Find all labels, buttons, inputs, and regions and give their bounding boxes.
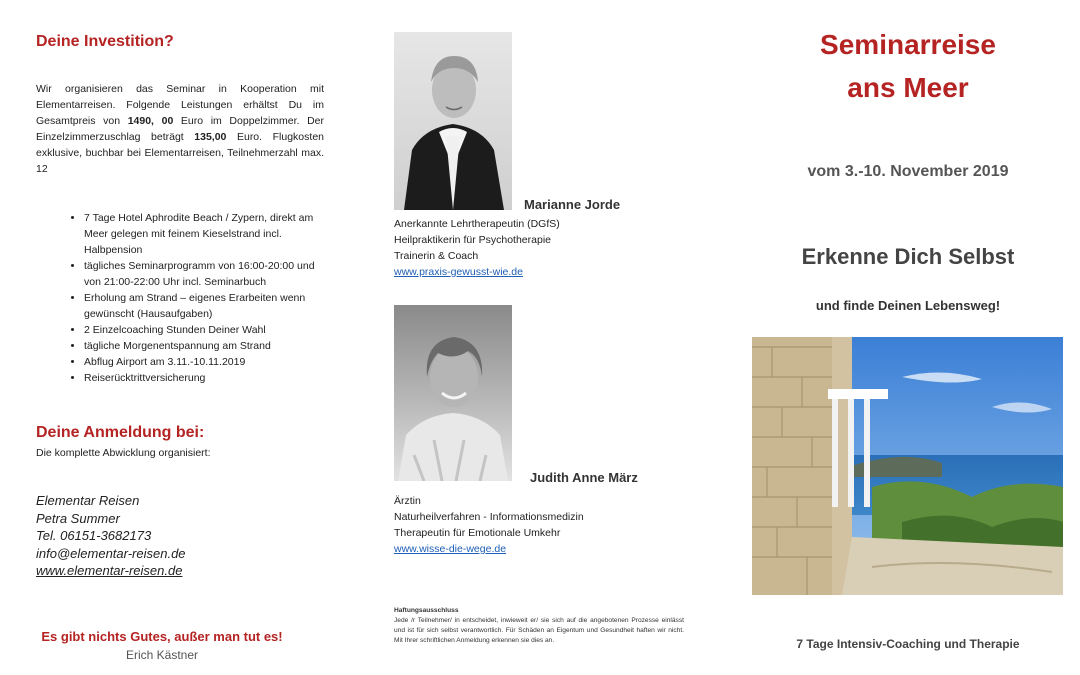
contact-company: Elementar Reisen bbox=[36, 493, 140, 508]
event-date: vom 3.-10. November 2019 bbox=[807, 163, 1009, 180]
person1-qualification: Anerkannte Lehrtherapeutin (DGfS) bbox=[394, 218, 560, 230]
left-panel bbox=[36, 0, 324, 675]
quote-author: Erich Kästner bbox=[125, 648, 199, 662]
person2-qualification: Ärztin bbox=[394, 495, 421, 507]
person2-name: Judith Anne März bbox=[530, 470, 638, 485]
list-item: • tägliche Morgenentspannung am Strand bbox=[84, 338, 334, 354]
cover-title: Seminarreise bbox=[820, 29, 996, 60]
service-list bbox=[36, 210, 334, 386]
contact-website-link[interactable]: www.elementar-reisen.de bbox=[36, 563, 183, 578]
portrait-photo bbox=[394, 32, 512, 210]
investment-text: Wir organisieren das Seminar in Kooperation mit Elementarreisen. Folgende Leistungen erhältst Du im Gesamtpreis von 1490, 00 Euro im Doppelzimmer. Der Einzelzimmerzuschlag beträgt 135,00 Euro. Flugkosten exklusive, buchbar bei Elementarreisen, Teilnehmerzahl max. 12 bbox=[36, 83, 324, 175]
cover-footer: 7 Tage Intensiv-Coaching und Therapie bbox=[796, 637, 1020, 651]
contact-phone: Tel. 06151-3682173 bbox=[36, 528, 152, 543]
list-item: • 7 Tage Hotel Aphrodite Beach / Zypern, direkt am Meer gelegen mit feinem Kieselstrand incl. Halbpension bbox=[84, 210, 334, 258]
sea-view-photo bbox=[752, 337, 1063, 595]
person1-name: Marianne Jorde bbox=[524, 197, 621, 212]
person2-website-link[interactable]: www.wisse-die-wege.de bbox=[394, 543, 507, 555]
person2-qualification: Naturheilverfahren - Informationsmedizin bbox=[394, 511, 584, 523]
disclaimer bbox=[394, 606, 684, 646]
person2-qualification: Therapeutin für Emotionale Umkehr bbox=[394, 527, 561, 539]
price-value: 1490, 00 bbox=[127, 115, 174, 127]
list-item: • tägliches Seminarprogramm von 16:00-20:00 und von 21:00-22:00 Uhr incl. Seminarbuch bbox=[84, 258, 334, 290]
sub-tagline: und finde Deinen Lebensweg! bbox=[815, 298, 1001, 313]
quote-text: Es gibt nichts Gutes, außer man tut es! bbox=[41, 629, 283, 644]
person2-info bbox=[394, 493, 584, 557]
contact-email: info@elementar-reisen.de bbox=[36, 545, 186, 561]
investment-heading: Deine Investition? bbox=[36, 33, 174, 50]
disclaimer-title: Haftungsausschluss bbox=[394, 607, 459, 614]
person1-qualification: Trainerin & Coach bbox=[394, 250, 479, 262]
list-item: • Reiserücktrittversicherung bbox=[84, 370, 334, 386]
disclaimer-text: Jede /r Teilnehmer/ in entscheidet, inwieweit er/ sie sich auf die angebotenen Prozesse einlässt und ist für sich selbst verantwortlich. Für Schäden an Eigentum und Gesundheit haften wir nicht. Mit Ihrer schriftlichen Anmeldung erkennen sie dies an. bbox=[394, 617, 684, 644]
registration-subtitle: Die komplette Abwicklung organisiert: bbox=[36, 447, 211, 459]
middle-panel bbox=[394, 0, 694, 675]
cover-title: ans Meer bbox=[847, 72, 969, 103]
contact-person: Petra Summer bbox=[36, 510, 120, 526]
person1-qualification: Heilpraktikerin für Psychotherapie bbox=[394, 234, 551, 246]
list-item: • Abflug Airport am 3.11.-10.11.2019 bbox=[84, 354, 334, 370]
portrait-photo bbox=[394, 305, 512, 481]
registration-heading: Deine Anmeldung bei: bbox=[36, 424, 205, 441]
surcharge-value: 135,00 bbox=[194, 131, 227, 143]
person1-info bbox=[394, 216, 560, 280]
person1-website-link[interactable]: www.praxis-gewusst-wie.de bbox=[394, 266, 523, 278]
cover-panel bbox=[752, 0, 1064, 675]
contact-block bbox=[36, 492, 186, 580]
list-item: • 2 Einzelcoaching Stunden Deiner Wahl bbox=[84, 322, 334, 338]
tagline: Erkenne Dich Selbst bbox=[801, 244, 1015, 269]
list-item: • Erholung am Strand – eigenes Erarbeiten wenn gewünscht (Hausaufgaben) bbox=[84, 290, 334, 322]
